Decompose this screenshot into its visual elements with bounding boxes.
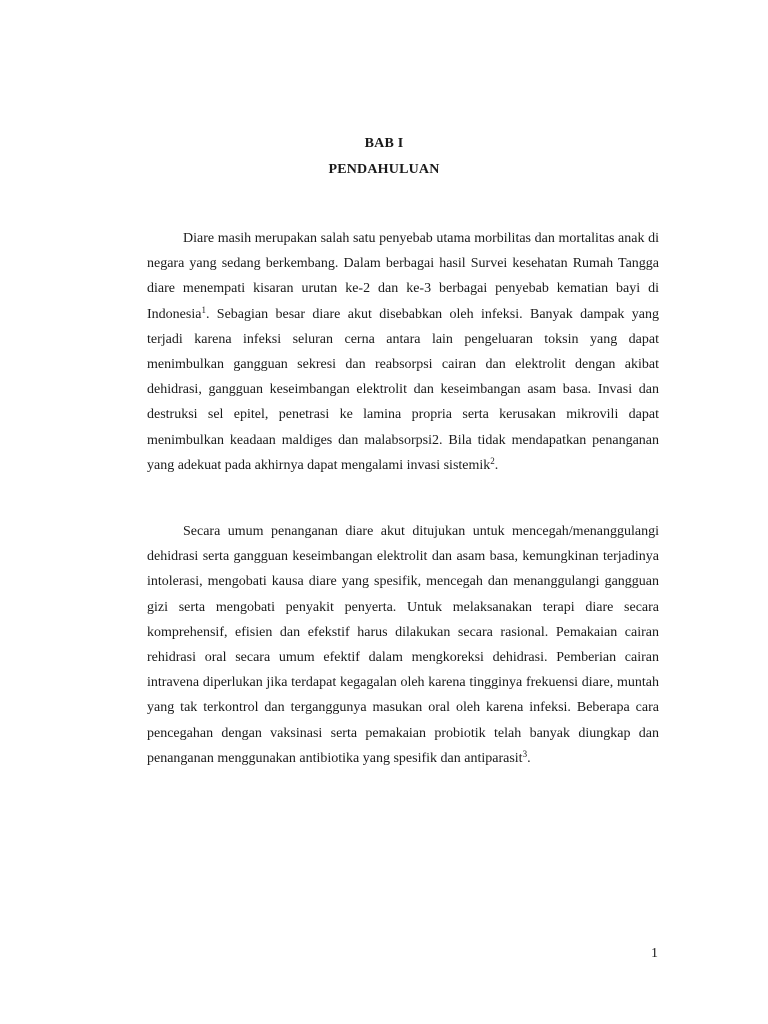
paragraph-2 (147, 519, 659, 771)
paragraph-1-text-c: . (494, 457, 499, 473)
paragraph-2-text-c: . (527, 750, 531, 766)
citation-2: 2 (490, 455, 495, 466)
paragraph-2-text-a: Secara umum penanganan diare akut ditujukan untuk mencegah/menanggulangi dehidrasi serta gangguan keseimbangan elektrolit dan asam basa, kemungkinan terjadinya intolerasi, mengobati kausa diare yang spesifik, mencegah dan menanggulangi gangguan gizi serta mengobati penyakit penyerta. Untuk melaksanakan terapi diare secara komprehensif, efisien dan efekstif harus dilakukan secara rasional. Pemakaian cairan rehidrasi oral secara umum efektif dalam mengkoreksi dehidrasi. Pemberian cairan intravena diperlukan jika terdapat kegagalan oleh karena tingginya frekuensi diare, muntah yang tak terkontrol dan terganggunya masukan oral oleh karena infeksi. Beberapa cara pencegahan dengan vaksinasi serta pemakaian probiotik telah banyak diungkap dan penanganan menggunakan antibiotika yang spesifik dan antiparasit (147, 524, 659, 766)
chapter-label: BAB I (364, 136, 404, 151)
citation-3: 3 (522, 748, 528, 759)
paragraph-1-text-a: Diare masih merupakan salah satu penyebab utama morbilitas dan mortalitas anak di negara yang sedang berkembang. Dalam berbagai hasil Survei kesehatan Rumah Tangga diare menempati kisaran urutan ke-2 dan ke-3 berbagai penyebab kematian bayi di Indonesia (147, 231, 659, 322)
citation-1: 1 (201, 304, 206, 315)
paragraph-1 (147, 226, 659, 478)
paragraph-1-text-b: . Sebagian besar diare akut disebabkan oleh infeksi. Banyak dampak yang terjadi karena infeksi seluran cerna antara lain pengeluaran toksin yang dapat menimbulkan gangguan sekresi dan reabsorpsi cairan dan elektrolit dengan akibat dehidrasi, gangguan keseimbangan elektrolit dan keseimbangan asam basa. Invasi dan destruksi sel epitel, penetrasi ke lamina propria serta kerusakan mikrovili dapat menimbulkan keadaan maldiges dan malabsorpsi2. Bila tidak mendapatkan penanganan yang adekuat pada akhirnya dapat mengalami invasi sistemik (147, 306, 659, 473)
page-number: 1 (651, 946, 658, 961)
chapter-title: PENDAHULUAN (328, 162, 440, 177)
